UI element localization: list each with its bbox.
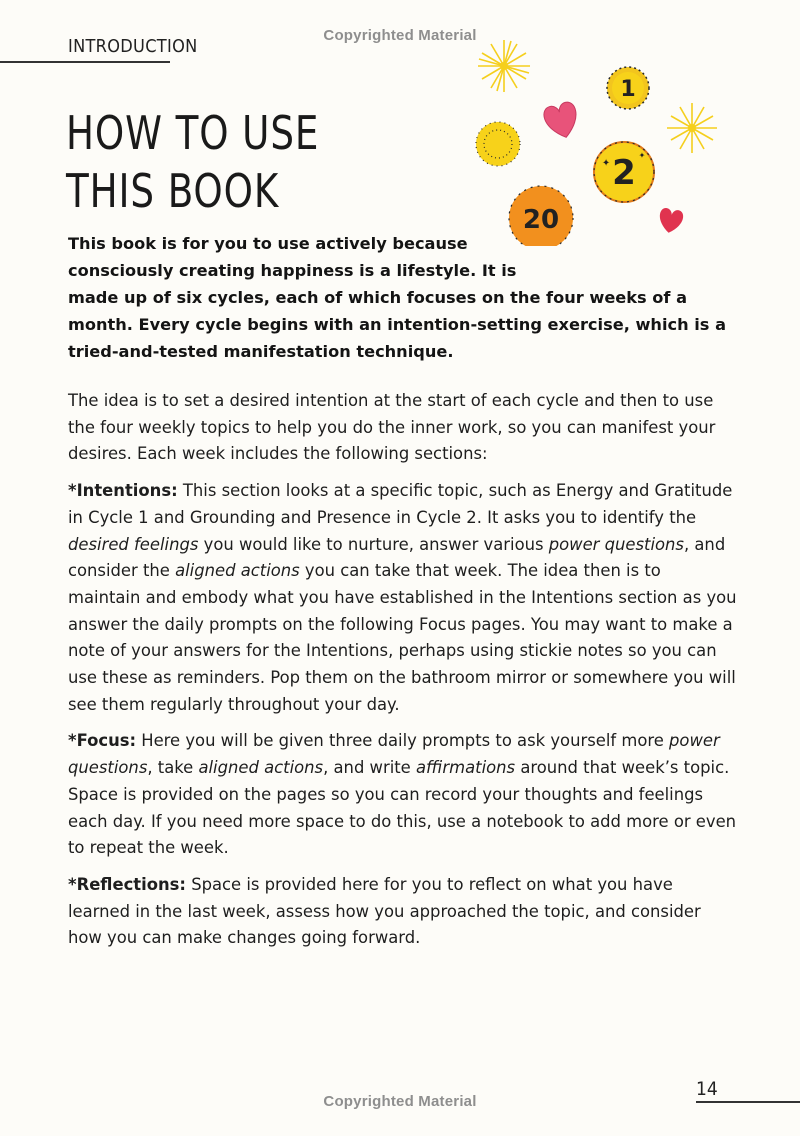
sun-ball-icon [476,122,520,166]
page-number: 14 [696,1078,718,1100]
reflections-label: *Reflections: [68,874,186,894]
intro-line: This book is for you to use actively because [68,234,468,253]
intentions-label: *Intentions: [68,481,178,501]
intro-line: tried-and-tested manifestation technique. [68,342,454,361]
intro-paragraph [68,230,726,365]
reflections-paragraph: *Reflections: Space is provided here for you to reflect on what you have learned in the last week, assess how you approached the topic, and consider how you can make changes going forward. [68,874,701,948]
copyright-watermark-bottom: Copyrighted Material [323,1093,477,1110]
focus-paragraph: *Focus: Here you will be given three daily prompts to ask yourself more power questions, take aligned actions, and write affirmations around that week’s topic. Space is provided on the pages so you can record your thoughts and feelings each day. If you need more space to do this, use a notebook to add more or even to repeat the week. [68,731,737,858]
heart-icon [542,100,582,141]
badge-2-icon [594,142,654,202]
badge-20-label: 20 [522,205,560,235]
svg-text:✦: ✦ [638,151,646,160]
decorative-illustration [466,36,726,246]
sunburst-icon [667,103,717,153]
intentions-paragraph: *Intentions: This section looks at a specific topic, such as Energy and Gratitude in Cycle 1 and Grounding and Presence in Cycle 2. It asks you to identify the desired feelings you would like to nurture, answer various power questions, and consider the aligned actions you can take that week. The idea then is to maintain and embody what you have established in the Intentions section as you answer the daily prompts on the following Focus pages. You may want to make a note of your answers for the Intentions, perhaps using stickie notes so you can use these as reminders. Pop them on the bathroom mirror or somewhere you will see them regularly throughout your day. [68,481,737,714]
section-label: INTRODUCTION [68,36,198,57]
body-text [68,388,738,962]
sunburst-icon [478,40,530,92]
badge-1-icon [607,67,649,109]
section-rule [0,61,170,63]
svg-text:✦: ✦ [601,158,611,169]
intro-line: month. Every cycle begins with an intention-setting exercise, which is a [68,315,727,334]
page-title: HOW TO USE THIS BOOK [66,106,320,218]
focus-label: *Focus: [68,731,137,751]
intro-line: made up of six cycles, each of which focuses on the four weeks of a [68,288,688,307]
copyright-watermark-top: Copyrighted Material [323,27,477,44]
overview-paragraph: The idea is to set a desired intention at the start of each cycle and then to use the four weekly topics to help you do the inner work, so you can manifest your desires. Each week includes the following sections: [68,391,716,464]
intro-line: consciously creating happiness is a lifestyle. It is [68,261,517,280]
badge-2-label: 2 [612,153,636,193]
badge-1-label: 1 [620,77,636,102]
